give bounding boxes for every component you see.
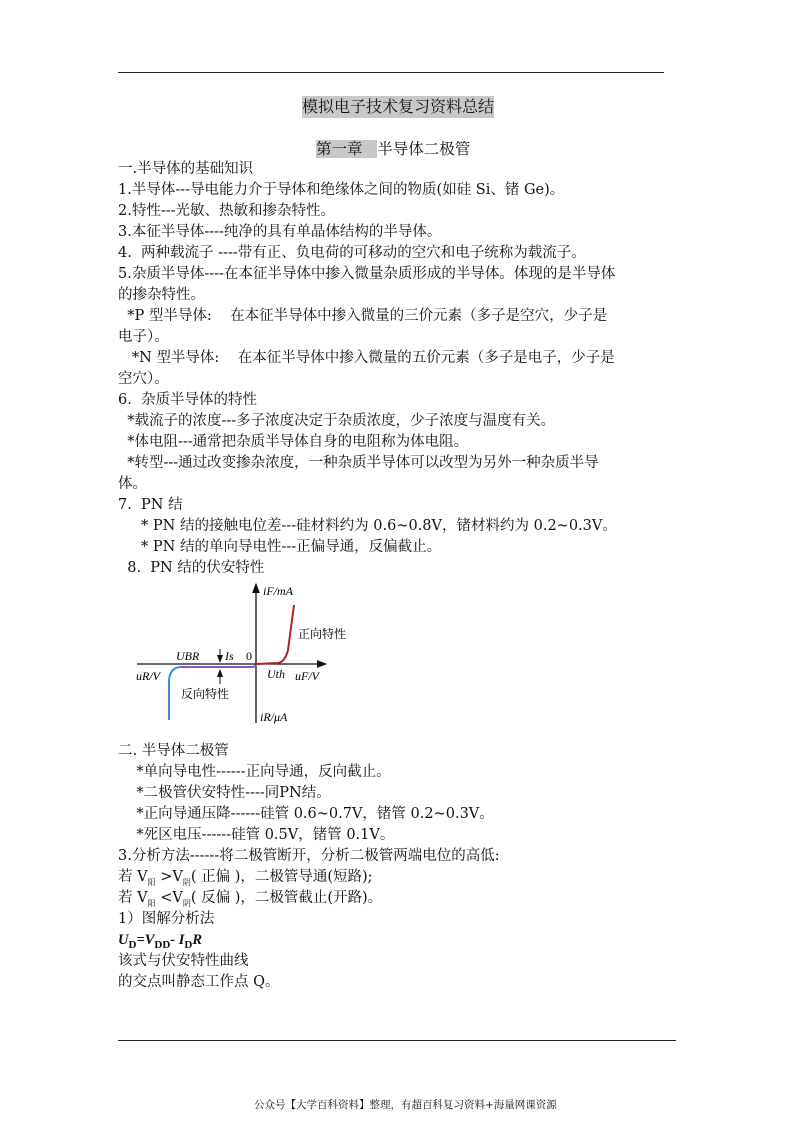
text-line: 1.半导体---导电能力介于导体和绝缘体之间的物质(如硅 Si、锗 Ge)。: [118, 182, 565, 198]
condition-reverse: 若 $V_阳 <V_阴$( 反偏 )，二极管截止(开路)。: [118, 890, 383, 908]
text-line: *死区电压------硅管 0.5V，锗管 0.1V。: [118, 827, 395, 843]
y-pos-label: iF/mA: [263, 584, 293, 598]
origin-label: 0: [246, 649, 252, 663]
chapter-name: 半导体二极管: [377, 140, 471, 158]
x-neg-label: uR/V: [136, 669, 160, 683]
formula: $U_D=V_{DD}-$ $I_DR$: [118, 932, 202, 951]
text-line: *二极管伏安特性----同PN结。: [118, 785, 331, 801]
text-line: *单向导电性------正向导通，反向截止。: [118, 764, 391, 780]
chapter-prefix: 第一章: [316, 140, 363, 158]
reverse-curve: [180, 665, 256, 667]
text-line: *体电阻---通常把杂质半导体自身的电阻称为体电阻。: [118, 434, 469, 450]
text-line: *正向导通压降------硅管 0.6~0.7V，锗管 0.2~0.3V。: [118, 806, 494, 822]
bottom-rule: [118, 1040, 676, 1041]
text-line: 5.杂质半导体----在本征半导体中掺入微量杂质形成的半导体。体现的是半导体: [118, 266, 616, 282]
text-line: 体。: [118, 476, 147, 492]
method-heading: 1）图解分析法: [118, 911, 215, 927]
forward-curve: [256, 605, 294, 664]
text-line: 7. PN 结: [118, 497, 183, 513]
breakdown-curve: [169, 667, 180, 720]
forward-label: 正向特性: [298, 627, 347, 641]
y-neg-label: iR/μA: [260, 710, 288, 724]
uth-label: Uth: [267, 667, 285, 681]
condition-forward: 若 $V_阳 >V_阴$( 正偏 )，二极管导通(短路);: [118, 869, 373, 887]
reverse-label: 反向特性: [181, 687, 230, 701]
section2-heading: 二. 半导体二极管: [118, 743, 229, 759]
x-pos-label: uF/V: [295, 669, 319, 683]
document-title: 模拟电子技术复习资料总结: [302, 97, 495, 116]
text-line: 电子）。: [118, 329, 169, 345]
footer-text: 公众号【大学百科资料】整理，有超百科复习资料+海量网课资源: [254, 1099, 557, 1111]
text-line: 8. PN 结的伏安特性: [118, 560, 265, 576]
text-line: *转型---通过改变掺杂浓度，一种杂质半导体可以改型为另外一种杂质半导: [118, 455, 599, 471]
text-line: *载流子的浓度---多子浓度决定于杂质浓度，少子浓度与温度有关。: [118, 413, 556, 429]
text-line: * PN 结的接触电位差---硅材料约为 0.6~0.8V，锗材料约为 0.2~0.3V。: [118, 518, 617, 534]
text-line: *N 型半导体: 在本征半导体中掺入微量的五价元素（多子是电子，少子是: [118, 350, 615, 366]
text-line: 的掺杂特性。: [118, 287, 205, 303]
text-line: 2.特性---光敏、热敏和掺杂特性。: [118, 203, 336, 219]
text-line: *P 型半导体: 在本征半导体中掺入微量的三价元素（多子是空穴，少子是: [118, 308, 608, 324]
note-line-2: 的交点叫静态工作点 Q。: [118, 974, 280, 990]
text-line: 3.分析方法------将二极管断开，分析二极管两端电位的高低:: [118, 848, 500, 864]
text-line: 6. 杂质半导体的特性: [118, 392, 258, 408]
note-line-1: 该式与伏安特性曲线: [118, 953, 249, 969]
text-line: * PN 结的单向导电性---正偏导通，反偏截止。: [118, 539, 442, 555]
text-line: 空穴）。: [118, 371, 169, 387]
ubr-label: UBR: [176, 649, 200, 663]
text-line: 4. 两种载流子 ----带有正、负电荷的可移动的空穴和电子统称为载流子。: [118, 245, 586, 261]
is-label: Is: [225, 649, 234, 663]
section1-heading: 一.半导体的基础知识: [118, 161, 254, 177]
text-line: 3.本征半导体----纯净的具有单晶体结构的半导体。: [118, 224, 442, 240]
